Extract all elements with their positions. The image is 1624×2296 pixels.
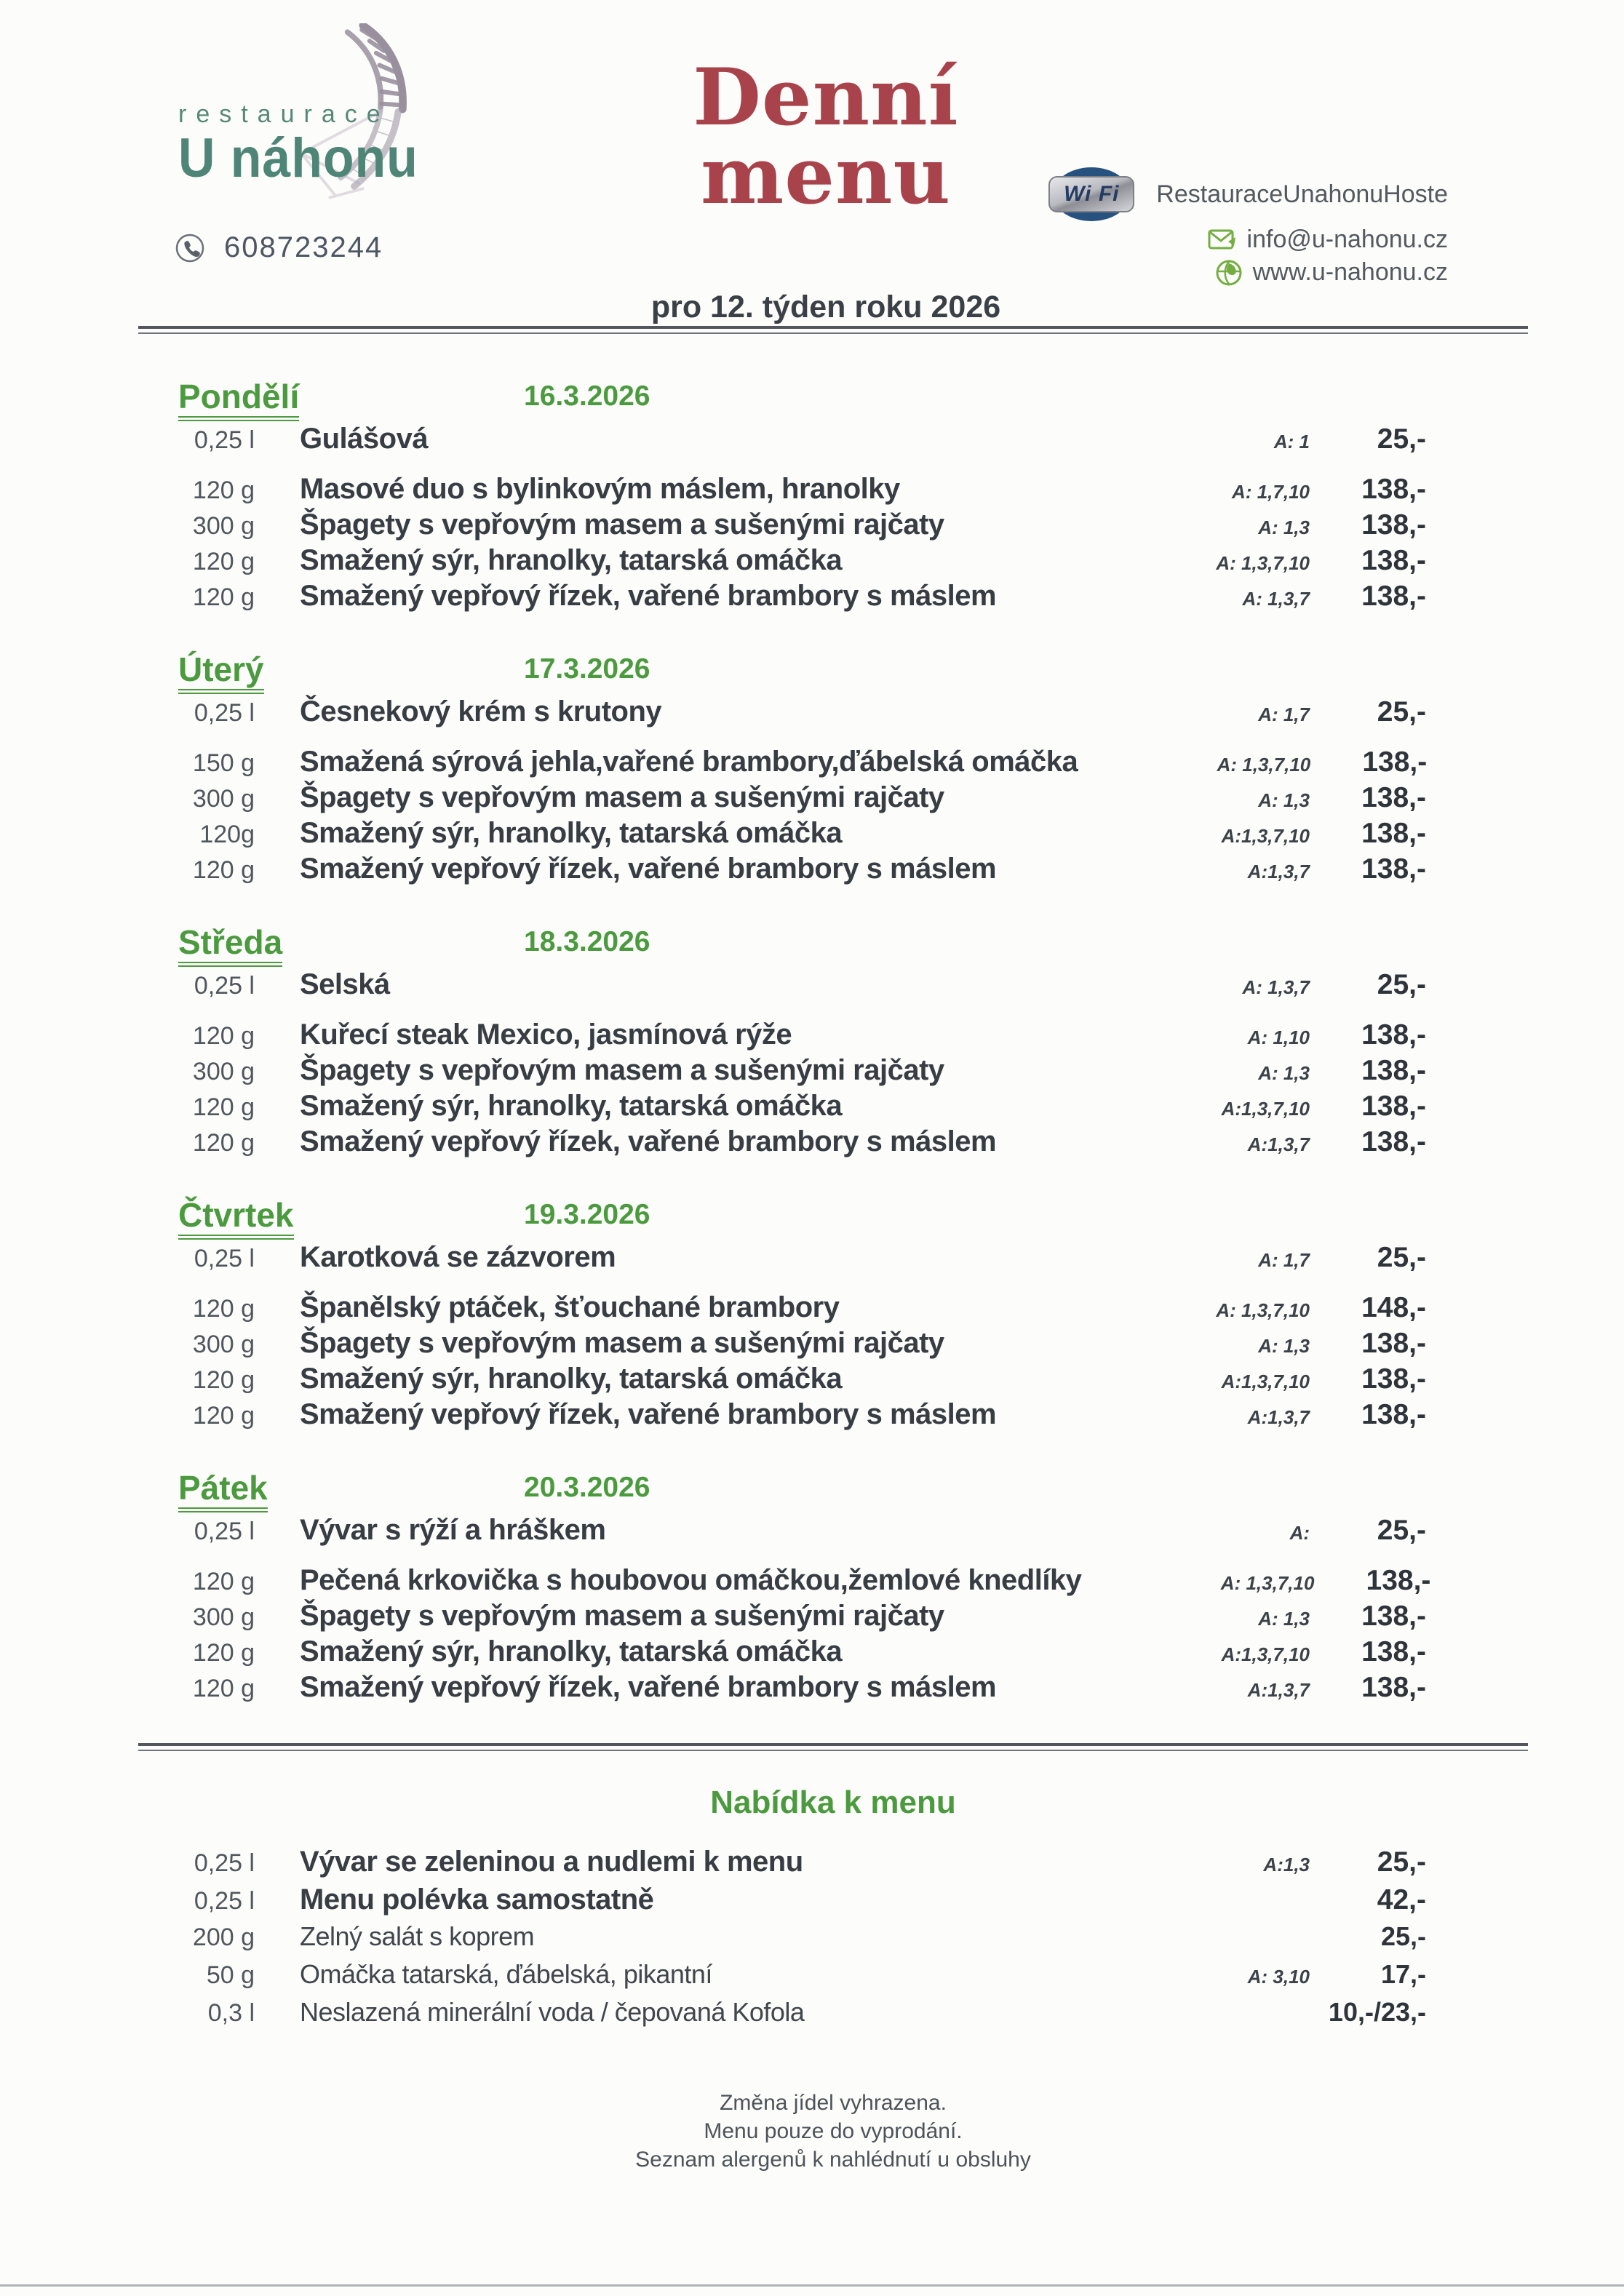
dish-name: Smažený vepřový řízek, vařené brambory s máslem	[300, 580, 997, 612]
menu-row	[138, 1054, 1528, 1090]
dish-name: Špagety s vepřovým masem a sušenými rajčaty	[300, 1327, 944, 1359]
footer	[138, 2089, 1528, 2174]
day-date: 18.3.2026	[524, 926, 650, 957]
day-date: 20.3.2026	[524, 1472, 650, 1503]
website-url: www.u-nahonu.cz	[1252, 258, 1448, 286]
menu-row	[138, 580, 1528, 615]
menu-row	[138, 1090, 1528, 1125]
allergen-codes: A:1,3,7	[1247, 1406, 1310, 1428]
menu-row	[138, 1564, 1528, 1600]
allergen-codes: A:1,3	[1263, 1854, 1310, 1876]
day-name: Středa	[178, 925, 282, 967]
portion-size: 300 g	[192, 1331, 255, 1358]
dish-name: Gulášová	[300, 423, 429, 455]
day-section	[138, 379, 1528, 615]
soup-row	[138, 968, 1528, 1004]
phone-icon	[175, 233, 205, 263]
price: 17,-	[1380, 1959, 1426, 1989]
logo-text	[178, 100, 439, 189]
dish-name: Smažený vepřový řízek, vařené brambory s máslem	[300, 1398, 997, 1430]
phone-number: 608723244	[224, 231, 383, 263]
wifi-network-name: RestauraceUnahonuHoste	[1156, 180, 1448, 208]
day-header	[138, 925, 1528, 964]
dish-name: Španělský ptáček, šťouchané brambory	[300, 1291, 840, 1323]
menu-row	[138, 1921, 1528, 1959]
price: 138,-	[1361, 818, 1426, 849]
day-section	[138, 1470, 1528, 1707]
portion-size: 300 g	[192, 785, 255, 813]
price: 138,-	[1361, 782, 1426, 813]
portion-size: 120 g	[192, 1366, 255, 1394]
price: 138,-	[1361, 1328, 1426, 1359]
portion-size: 300 g	[192, 1603, 255, 1631]
day-header	[138, 1197, 1528, 1237]
allergen-codes: A: 1,3	[1258, 517, 1310, 538]
allergen-codes: A: 1,3,7,10	[1216, 1299, 1310, 1321]
menu-row	[138, 1398, 1528, 1434]
portion-size: 120 g	[192, 1022, 255, 1050]
day-header	[138, 652, 1528, 691]
price: 138,-	[1361, 1672, 1426, 1703]
allergen-codes: A: 1,3	[1258, 1335, 1310, 1357]
wifi-row	[1064, 173, 1448, 215]
price: 138,-	[1366, 1565, 1431, 1596]
day-items	[138, 695, 1528, 888]
day-items	[138, 423, 1528, 615]
dish-name: Smažený sýr, hranolky, tatarská omáčka	[300, 1635, 843, 1667]
allergen-codes: A: 1,7	[1258, 1249, 1310, 1271]
price: 25,-	[1377, 696, 1426, 728]
dish-name: Vývar se zeleninou a nudlemi k menu	[300, 1846, 803, 1878]
dish-name: Vývar s rýží a hráškem	[300, 1514, 606, 1546]
price: 138,-	[1361, 1055, 1426, 1086]
price: 138,-	[1361, 509, 1426, 541]
portion-size: 0,25 l	[194, 1887, 255, 1915]
portion-size: 120 g	[192, 583, 255, 611]
header-left	[138, 38, 575, 326]
menu-row	[138, 473, 1528, 509]
dish-name: Smažený sýr, hranolky, tatarská omáčka	[300, 817, 843, 849]
dish-name: Masové duo s bylinkovým máslem, hranolky	[300, 473, 900, 505]
logo-restaurace-label: restaurace	[178, 100, 390, 128]
price: 148,-	[1361, 1292, 1426, 1323]
price: 25,-	[1380, 1921, 1426, 1951]
portion-size: 120 g	[192, 1402, 255, 1430]
menu-row	[138, 781, 1528, 817]
email-address: info@u-nahonu.cz	[1246, 226, 1448, 253]
portion-size: 50 g	[206, 1961, 255, 1989]
menu-row	[138, 1671, 1528, 1707]
price: 25,-	[1377, 423, 1426, 455]
allergen-codes: A: 1,3,7,10	[1217, 754, 1311, 776]
price: 10,-/23,-	[1328, 1997, 1426, 2027]
price: 138,-	[1361, 474, 1426, 505]
menu-row	[138, 746, 1528, 781]
menu-row	[138, 1997, 1528, 2035]
portion-size: 120 g	[192, 548, 255, 575]
menu-row	[138, 853, 1528, 888]
portion-size: 0,25 l	[194, 1849, 255, 1877]
allergen-codes: A: 1,3,7	[1242, 976, 1310, 998]
portion-size: 0,25 l	[194, 699, 255, 727]
portion-size: 120 g	[192, 1675, 255, 1702]
dish-name: Karotková se zázvorem	[300, 1241, 616, 1273]
dish-name: Kuřecí steak Mexico, jasmínová rýže	[300, 1019, 792, 1051]
price: 138,-	[1361, 1091, 1426, 1122]
dish-name: Menu polévka samostatně	[300, 1884, 654, 1916]
allergen-codes: A: 1,3	[1258, 789, 1310, 811]
menu-row	[138, 544, 1528, 580]
allergen-codes: A: 1,7,10	[1232, 481, 1310, 503]
extras-divider	[138, 1743, 1528, 1751]
price: 138,-	[1361, 581, 1426, 612]
menu-row	[138, 1959, 1528, 1997]
menu-row	[138, 1327, 1528, 1363]
price: 25,-	[1377, 969, 1426, 1000]
day-section	[138, 652, 1528, 888]
header-center	[575, 38, 1077, 326]
day-name: Úterý	[178, 652, 264, 694]
web-row	[1077, 258, 1448, 287]
logo-name-label: U náhonu	[178, 127, 418, 189]
menu-document	[138, 0, 1528, 2174]
day-items	[138, 968, 1528, 1161]
day-items	[138, 1241, 1528, 1434]
allergen-codes: A: 1,3	[1258, 1062, 1310, 1084]
restaurant-logo	[167, 38, 546, 211]
dish-name: Špagety s vepřovým masem a sušenými rajčaty	[300, 781, 944, 813]
dish-name: Smažený sýr, hranolky, tatarská omáčka	[300, 1363, 843, 1395]
soup-row	[138, 695, 1528, 731]
dish-name: Smažený sýr, hranolky, tatarská omáčka	[300, 1090, 843, 1122]
allergen-codes: A: 1,3,7,10	[1220, 1572, 1315, 1594]
portion-size: 0,25 l	[194, 972, 255, 1000]
price: 25,-	[1377, 1515, 1426, 1546]
portion-size: 120 g	[192, 1639, 255, 1667]
wifi-icon	[1048, 173, 1134, 215]
portion-size: 0,25 l	[194, 426, 255, 454]
dish-name: Špagety s vepřovým masem a sušenými rajčaty	[300, 1600, 944, 1632]
menu-row	[138, 1600, 1528, 1635]
day-name: Pátek	[178, 1470, 268, 1512]
portion-size: 0,25 l	[194, 1245, 255, 1272]
header-divider	[138, 326, 1528, 334]
day-items	[138, 1514, 1528, 1707]
phone	[175, 231, 575, 264]
allergen-codes: A: 3,10	[1247, 1966, 1310, 1988]
allergen-codes: A:1,3,7,10	[1221, 1371, 1310, 1392]
allergen-codes: A:1,3,7	[1247, 1679, 1310, 1701]
portion-size: 120 g	[192, 856, 255, 884]
days	[138, 379, 1528, 1707]
wifi-icon-label: Wi Fi	[1048, 176, 1134, 212]
dish-name: Smažená sýrová jehla,vařené brambory,ďábelská omáčka	[300, 746, 1078, 778]
price: 138,-	[1361, 1019, 1426, 1051]
day-date: 17.3.2026	[524, 653, 650, 685]
price: 138,-	[1361, 853, 1426, 885]
dish-name: Smažený sýr, hranolky, tatarská omáčka	[300, 544, 843, 576]
header	[138, 0, 1528, 326]
dish-name: Smažený vepřový řízek, vařené brambory s máslem	[300, 1671, 997, 1703]
dish-name: Česnekový krém s krutony	[300, 695, 662, 728]
dish-name: Neslazená minerální voda / čepovaná Kofola	[300, 1997, 805, 2027]
portion-size: 300 g	[192, 1058, 255, 1085]
menu-row	[138, 1291, 1528, 1327]
allergen-codes: A: 1,10	[1247, 1027, 1310, 1048]
dish-name: Smažený vepřový řízek, vařené brambory s máslem	[300, 853, 997, 885]
footer-line: Seznam alergenů k nahlédnutí u obsluhy	[635, 2148, 1031, 2172]
globe-icon	[1215, 259, 1243, 287]
price: 25,-	[1377, 1846, 1426, 1878]
day-header	[138, 1470, 1528, 1510]
page-title: Denní menu	[693, 52, 959, 222]
allergen-codes: A:1,3,7	[1247, 1133, 1310, 1155]
dish-name: Zelný salát s koprem	[300, 1921, 535, 1951]
menu-row	[138, 1846, 1528, 1884]
portion-size: 120 g	[192, 1093, 255, 1121]
menu-row	[138, 1363, 1528, 1398]
day-section	[138, 925, 1528, 1161]
menu-row	[138, 1019, 1528, 1054]
portion-size: 120g	[199, 821, 255, 848]
allergen-codes: A:	[1289, 1522, 1310, 1544]
menu-row	[138, 1125, 1528, 1161]
dish-name: Selská	[300, 968, 390, 1000]
footer-lines	[138, 2089, 1528, 2174]
dish-name: Pečená krkovička s houbovou omáčkou,žemlové knedlíky	[300, 1564, 1082, 1596]
price: 138,-	[1361, 1363, 1426, 1395]
allergen-codes: A:1,3,7	[1247, 861, 1310, 882]
dish-name: Špagety s vepřovým masem a sušenými rajčaty	[300, 509, 944, 541]
extras-title: Nabídka k menu	[710, 1785, 956, 1820]
day-date: 16.3.2026	[524, 380, 650, 412]
day-header	[138, 379, 1528, 418]
soup-row	[138, 1514, 1528, 1550]
day-date: 19.3.2026	[524, 1199, 650, 1230]
week-subtitle: pro 12. týden roku 2026	[650, 290, 1001, 324]
price: 138,-	[1361, 1636, 1426, 1667]
portion-size: 200 g	[192, 1924, 255, 1951]
price: 138,-	[1361, 1399, 1426, 1430]
portion-size: 120 g	[192, 1129, 255, 1157]
price: 42,-	[1377, 1884, 1426, 1916]
price: 138,-	[1361, 1126, 1426, 1157]
allergen-codes: A: 1,3	[1258, 1608, 1310, 1630]
day-name: Pondělí	[178, 379, 299, 421]
email-row	[1077, 226, 1448, 254]
allergen-codes: A: 1,7	[1258, 703, 1310, 725]
allergen-codes: A: 1	[1273, 431, 1310, 453]
allergen-codes: A:1,3,7,10	[1221, 1098, 1310, 1120]
price: 138,-	[1362, 746, 1428, 778]
portion-size: 120 g	[192, 477, 255, 504]
menu-row	[138, 1884, 1528, 1921]
menu-row	[138, 509, 1528, 544]
dish-name: Omáčka tatarská, ďábelská, pikantní	[300, 1959, 712, 1989]
portion-size: 0,3 l	[207, 1999, 255, 2027]
soup-row	[138, 423, 1528, 458]
portion-size: 150 g	[192, 749, 255, 777]
allergen-codes: A: 1,3,7,10	[1216, 552, 1310, 574]
dish-name: Smažený vepřový řízek, vařené brambory s máslem	[300, 1125, 997, 1157]
footer-line: Menu pouze do vyprodání.	[704, 2119, 963, 2143]
portion-size: 300 g	[192, 512, 255, 540]
footer-line: Změna jídel vyhrazena.	[720, 2091, 947, 2115]
header-contact	[1064, 38, 1528, 326]
soup-row	[138, 1241, 1528, 1277]
portion-size: 120 g	[192, 1295, 255, 1323]
portion-size: 0,25 l	[194, 1518, 255, 1545]
email-icon	[1208, 228, 1237, 252]
scan-edge-line	[0, 2284, 1624, 2287]
price: 138,-	[1361, 545, 1426, 576]
allergen-codes: A: 1,3,7	[1242, 588, 1310, 610]
allergen-codes: A:1,3,7,10	[1221, 825, 1310, 847]
price: 138,-	[1361, 1601, 1426, 1632]
price: 25,-	[1377, 1242, 1426, 1273]
extras-section	[138, 1785, 1528, 2035]
extras-items	[138, 1846, 1528, 2035]
menu-row	[138, 1635, 1528, 1671]
portion-size: 120 g	[192, 1568, 255, 1595]
menu-row	[138, 817, 1528, 853]
day-section	[138, 1197, 1528, 1434]
dish-name: Špagety s vepřovým masem a sušenými rajčaty	[300, 1054, 944, 1086]
day-name: Čtvrtek	[178, 1197, 294, 1240]
allergen-codes: A:1,3,7,10	[1221, 1643, 1310, 1665]
